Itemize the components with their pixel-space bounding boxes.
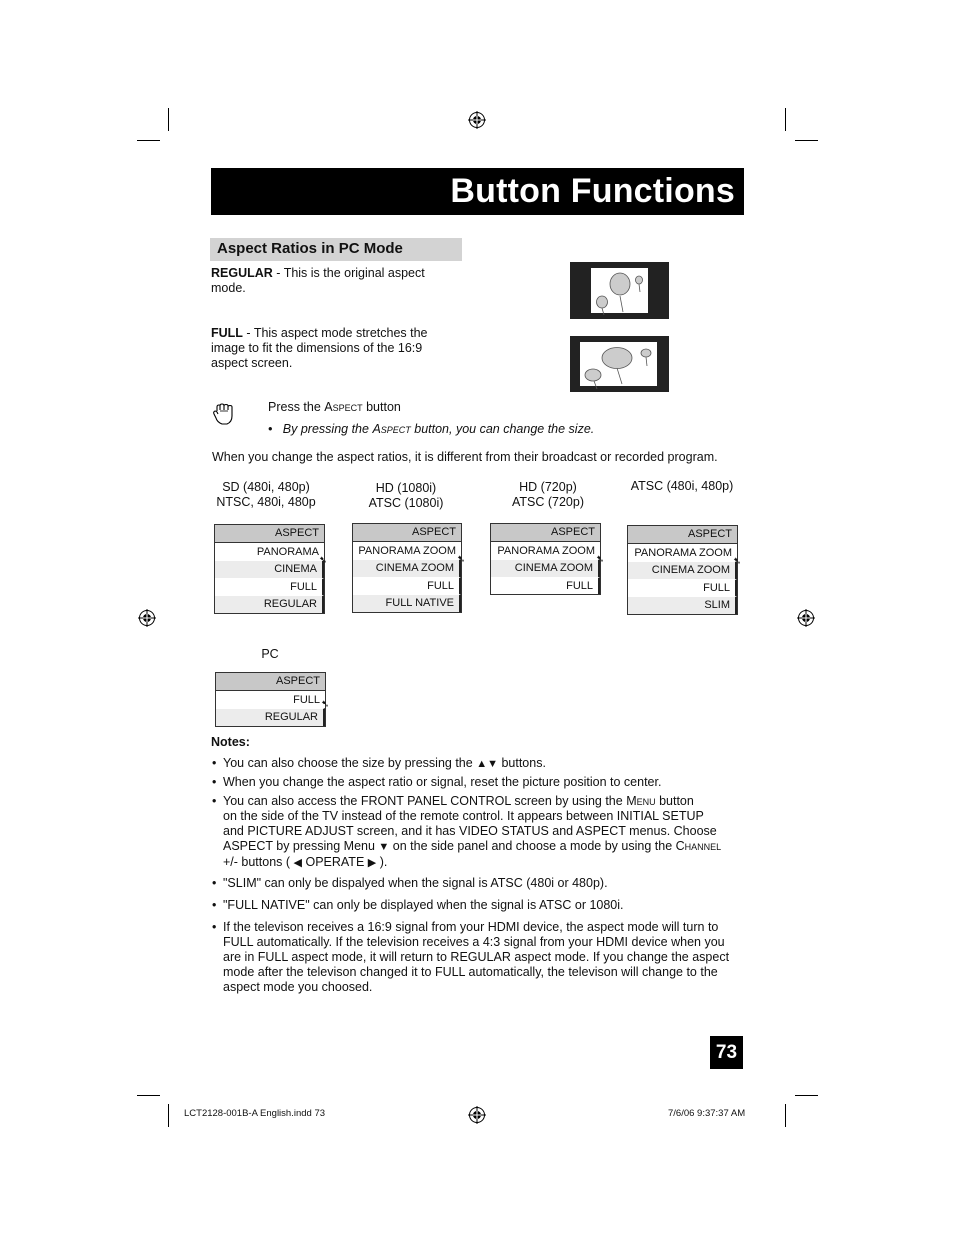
full-aspect-image — [570, 336, 669, 392]
menu-label-hd720 — [478, 480, 618, 510]
aspect-button-label: Aspect — [324, 400, 363, 414]
note-text: OPERATE — [302, 855, 368, 869]
crop-mark — [137, 1095, 160, 1096]
press-instruction — [268, 400, 401, 415]
note-text: ASPECT by pressing Menu — [223, 839, 379, 853]
note-text: You can also access the FRONT PANEL CONTROL screen by using the — [223, 794, 627, 808]
press-suffix: button — [362, 400, 401, 414]
menu-option[interactable]: CINEMA ZOOM — [628, 561, 737, 579]
menu-option[interactable]: SLIM — [628, 596, 737, 614]
aspect-menu-pc — [215, 672, 330, 727]
full-term: FULL — [211, 326, 243, 340]
crop-mark — [795, 140, 818, 141]
note-2: When you change the aspect ratio or signal, reset the picture position to center. — [223, 775, 662, 789]
label-line: HD (1080i) — [375, 481, 437, 495]
note-line: are in FULL aspect mode, it will return to REGULAR aspect mode. If you change the aspect — [223, 950, 730, 964]
menu-option[interactable]: CINEMA ZOOM — [491, 559, 600, 577]
menu-option[interactable]: FULL — [215, 578, 324, 596]
menu-option[interactable]: PANORAMA ZOOM — [628, 544, 737, 562]
aspect-menu-atsc — [627, 525, 742, 615]
regular-text: - This is the original aspect mode. — [211, 266, 425, 295]
note-line — [223, 839, 743, 855]
press-bullet-button: Aspect — [372, 422, 411, 436]
note-line: and PICTURE ADJUST screen, and it has VIDEO STATUS and ASPECT menus. Choose — [223, 824, 717, 838]
menu-label-atsc — [612, 479, 752, 494]
note-line — [223, 855, 743, 871]
note-line: aspect mode you choosed. — [223, 980, 373, 994]
note-5: "FULL NATIVE" can only be displayed when the signal is ATSC or 1080i. — [223, 898, 624, 912]
menu-option[interactable]: FULL NATIVE — [353, 594, 461, 612]
label-line: NTSC, 480i, 480p — [216, 495, 316, 509]
menu-header: ASPECT — [491, 523, 600, 542]
page-title-bar — [211, 168, 744, 215]
aspect-menu-hd1080 — [352, 523, 466, 613]
pointer-cursor-icon: ➷ — [596, 554, 605, 565]
menu-header: ASPECT — [353, 523, 461, 542]
note-text: +/- buttons ( — [223, 855, 294, 869]
bullet: • — [212, 775, 217, 789]
note-text: You can also choose the size by pressing the — [223, 756, 477, 770]
menu-header: ASPECT — [628, 525, 737, 544]
label-line: ATSC (480i, 480p) — [630, 479, 734, 493]
pointer-cursor-icon: ➷ — [321, 699, 330, 710]
press-bullet: • By pressing the Aspect button, you can change the size. — [268, 422, 595, 436]
menu-header: ASPECT — [215, 524, 324, 543]
crop-mark — [168, 108, 169, 131]
page-number: 73 — [710, 1036, 743, 1069]
footer-timestamp: 7/6/06 9:37:37 AM — [668, 1108, 746, 1119]
note-3 — [223, 794, 743, 871]
menu-option[interactable]: PANORAMA ZOOM — [491, 542, 600, 560]
up-down-arrows-icon: ▲▼ — [476, 758, 498, 770]
note-line: mode after the televison changed it to FULL automatically, the televison will change to the — [223, 965, 718, 979]
note-text: button — [655, 794, 694, 808]
pointer-cursor-icon: ➷ — [319, 555, 328, 566]
full-text: - This aspect mode stretches the image to fit the dimensions of the 16:9 aspect screen. — [211, 326, 428, 370]
label-line: ATSC (720p) — [511, 495, 584, 509]
section-title: Aspect Ratios in PC Mode — [217, 240, 403, 257]
crop-mark — [785, 108, 786, 131]
bullet: • — [212, 876, 217, 890]
menu-option[interactable]: FULL — [353, 577, 461, 595]
note-4: "SLIM" can only be dispalyed when the signal is ATSC (480i or 480p). — [223, 876, 608, 890]
bullet: • — [212, 756, 217, 770]
menu-header: ASPECT — [216, 672, 325, 691]
menu-option[interactable]: REGULAR — [215, 595, 324, 613]
registration-mark-icon — [468, 111, 486, 129]
aspect-menu-hd720 — [490, 523, 605, 595]
note-text: on the side panel and choose a mode by using the — [389, 839, 676, 853]
right-arrow-icon: ▶ — [367, 857, 377, 869]
intro-text: When you change the aspect ratios, it is different from their broadcast or recorded program. — [212, 450, 718, 464]
balloons-icon — [570, 262, 669, 319]
note-6 — [223, 920, 748, 995]
label-line: HD (720p) — [519, 480, 577, 494]
hand-press-icon — [212, 402, 238, 428]
menu-option[interactable]: FULL — [216, 691, 325, 709]
menu-label-hd1080 — [336, 481, 476, 511]
menu-option[interactable]: CINEMA ZOOM — [353, 559, 461, 577]
menu-option[interactable]: CINEMA — [215, 560, 324, 578]
menu-option[interactable]: REGULAR — [216, 708, 325, 726]
channel-button-label: Channel — [675, 839, 722, 853]
notes-heading: Notes: — [211, 735, 250, 749]
menu-label-pc: PC — [261, 647, 279, 661]
crop-mark — [137, 140, 160, 141]
section-heading — [210, 238, 462, 261]
pointer-cursor-icon: ➷ — [457, 554, 466, 565]
page-title: Button Functions — [450, 172, 735, 210]
note-line: If the televison receives a 16:9 signal from your HDMI device, the aspect mode will turn to — [223, 920, 719, 934]
press-prefix: Press the — [268, 400, 325, 414]
down-arrow-icon: ▼ — [378, 841, 390, 853]
bullet: • — [212, 898, 217, 912]
registration-mark-icon — [468, 1106, 486, 1124]
menu-option[interactable]: FULL — [491, 577, 600, 595]
footer-filename: LCT2128-001B-A English.indd 73 — [184, 1108, 326, 1119]
note-1 — [223, 756, 546, 772]
note-text: buttons. — [497, 756, 546, 770]
pointer-cursor-icon: ➷ — [733, 556, 742, 567]
full-description — [211, 326, 443, 371]
note-text: ). — [376, 855, 388, 869]
bullet: • — [212, 794, 217, 808]
menu-option[interactable]: PANORAMA — [215, 543, 324, 561]
regular-aspect-image — [570, 262, 669, 319]
label-line: SD (480i, 480p) — [222, 480, 310, 494]
menu-option[interactable]: PANORAMA ZOOM — [353, 542, 461, 560]
press-bullet-prefix: By pressing the — [282, 422, 373, 436]
left-arrow-icon: ◀ — [293, 857, 302, 869]
crop-mark — [785, 1104, 786, 1127]
label-line: ATSC (1080i) — [368, 496, 444, 510]
note-line: FULL automatically. If the television receives a 4:3 signal from your HDMI device when you — [223, 935, 725, 949]
menu-label-sd — [196, 480, 336, 510]
note-line: on the side of the TV instead of the remote control. It appears between INITIAL SETUP — [223, 809, 704, 823]
registration-mark-icon — [797, 609, 815, 627]
bullet: • — [212, 920, 217, 934]
menu-option[interactable]: FULL — [628, 579, 737, 597]
balloons-icon — [570, 336, 669, 392]
crop-mark — [168, 1104, 169, 1127]
crop-mark — [795, 1095, 818, 1096]
press-bullet-suffix: button, you can change the size. — [410, 422, 595, 436]
menu-button-label: Menu — [626, 794, 656, 808]
regular-description — [211, 266, 441, 296]
aspect-menu-sd — [214, 524, 328, 614]
regular-term: REGULAR — [211, 266, 273, 280]
note-line — [223, 794, 743, 809]
registration-mark-icon — [138, 609, 156, 627]
